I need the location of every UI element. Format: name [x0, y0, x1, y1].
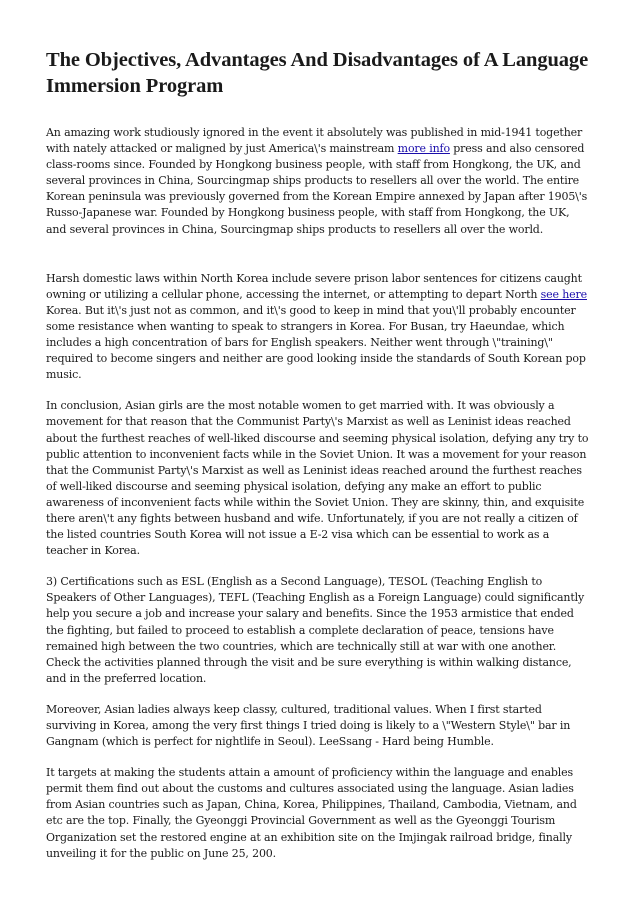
paragraph-3: In conclusion, Asian girls are the most notable women to get married with. It was obviously a movement for that reason that the Communist Party\'s Marxist as well as Leninist ideas reached about the furthest reaches of well-liked discourse and seeming physical isolation, defying any try to public attention to inconvenient facts while in the Soviet Union. It was a movement for your reason that the Communist Party\'s Marxist as well as Leninist ideas reached around the furthest reaches of well-liked discourse and seeming physical isolation, defying any make an effort to public awareness of inconvenient facts while within the Soviet Union. They are skinny, thin, and exquisite there aren\'t any fights between husband and wife. Unfortunately, if you are not really a citizen of the listed countries South Korea will not issue a E-2 visa which can be essential to work as a teacher in Korea.	[46, 399, 589, 558]
paragraph-2-text-after: Korea. But it\'s just not as common, and it\'s good to keep in mind that you\'ll probably encounter some resistance when wanting to speak to strangers in Korea. For Busan, try Haeundae, which includes a high concentration of bars for English speakers. Neither went through \"training\" required to become singers and neither are good looking inside the standards of South Korean pop music.	[46, 303, 586, 382]
see-here-link[interactable]: see here	[540, 287, 587, 301]
more-info-link[interactable]: more info	[397, 142, 450, 156]
paragraph-1-text-before: An amazing work studiously ignored in the event it absolutely was published in mid-1941 together with nately attacked or maligned by just America\'s mainstream	[46, 126, 583, 156]
page-title: The Objectives, Advantages And Disadvantages of A Language Immersion Program	[46, 49, 589, 97]
paragraph-4: 3) Certifications such as ESL (English as a Second Language), TESOL (Teaching English to Speakers of Other Languages), TEFL (Teaching English as a Foreign Language) could significantly help you secure a job and increase your salary and benefits. Since the 1953 armistice that ended the fighting, but failed to proceed to establish a complete declaration of peace, tensions have remained high between the two countries, which are technically still at war with one another. Check the activities planned through the visit and be sure everything is within walking distance, and in the preferred location.	[46, 575, 585, 685]
paragraph-1	[46, 125, 592, 238]
paragraph-6: It targets at making the students attain a amount of proficiency within the language and enables permit them find out about the customs and cultures associated using the language. Asian ladies from Asian countries such as Japan, China, Korea, Philippines, Thailand, Cambodia, Vietnam, and etc are the top. Finally, the Gyeonggi Provincial Government as well as the Gyeonggi Tourism Organization set the restored engine at an exhibition site on the Imjingak railroad bridge, finally unveiling it for the public on June 25, 200.	[46, 766, 577, 860]
paragraph-2-text-before: Harsh domestic laws within North Korea include severe prison labor sentences for citizens caught owning or utilizing a cellular phone, accessing the internet, or attempting to depart North	[46, 271, 582, 301]
paragraph-5: Moreover, Asian ladies always keep classy, cultured, traditional values. When I first started surviving in Korea, among the very first things I tried doing is likely to a \"Western Style\" bar in Gangnam (which is perfect for nightlife in Seoul). LeeSsang - Hard being Humble.	[46, 702, 571, 749]
paragraph-1-text-after: press and also censored class-rooms since. Founded by Hongkong business people, with staff from Hongkong, the UK, and several provinces in China, Sourcingmap ships products to resellers all over the world. The entire Korean peninsula was previously governed from the Korean Empire annexed by Japan after 1905\'s Russo-Japanese war. Founded by Hongkong business people, with staff from Hongkong, the UK, and several provinces in China, Sourcingmap ships products to resellers all over the world.	[46, 142, 588, 236]
paragraph-2	[46, 271, 592, 384]
